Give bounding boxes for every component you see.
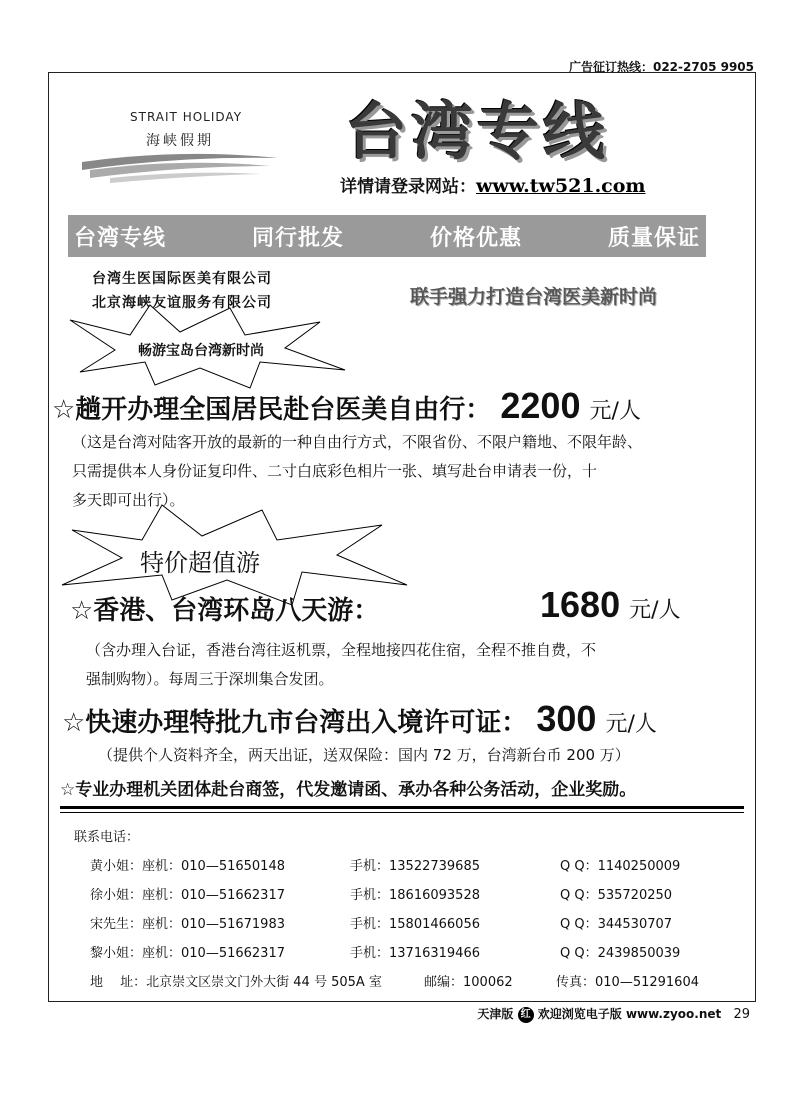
banner-item: 价格优惠 <box>429 225 522 251</box>
contact-qq: Q Q：535720250 <box>560 888 673 903</box>
slogan: 联手强力打造台湾医美新时尚 <box>410 286 658 308</box>
offer-description <box>86 636 596 694</box>
contact-qq: Q Q：1140250009 <box>560 859 681 874</box>
offer-price: 300 <box>536 698 597 739</box>
contact-heading: 联系电话： <box>74 830 140 845</box>
offer-price-group <box>540 584 681 626</box>
contact-qq: Q Q：344530707 <box>560 917 673 932</box>
offer-title-text: ☆快速办理特批九市台湾出入境许可证： <box>62 708 528 738</box>
contact-mobile: 手机：15801466056 <box>350 917 480 932</box>
banner-item: 同行批发 <box>251 225 344 251</box>
desc-line: 多天即可出行）。 <box>72 491 185 509</box>
contact-name: 徐小姐：座机：010—51662317 <box>90 888 285 903</box>
website-prefix: 详情请登录网站： <box>340 177 476 197</box>
banner-item: 台湾专线 <box>74 225 167 251</box>
offer-title: ☆香港、台湾环岛八天游： <box>70 596 380 626</box>
page-footer <box>477 1005 750 1023</box>
ad-hotline: 广告征订热线：022-2705 9905 <box>568 60 754 74</box>
logo-chinese: 海峡假期 <box>146 133 214 149</box>
red-badge-icon: 红 <box>518 1007 534 1023</box>
offer-description: （提供个人资料齐全，两天出证，送双保险：国内 72 万，台湾新台币 200 万） <box>98 746 630 764</box>
contact-mobile: 手机：18616093528 <box>350 888 480 903</box>
divider <box>60 806 744 813</box>
contact-mobile: 手机：13716319466 <box>350 946 480 961</box>
contact-name: 黄小姐：座机：010—51650148 <box>90 859 285 874</box>
burst-text: 特价超值游 <box>140 549 260 577</box>
burst-text: 畅游宝岛台湾新时尚 <box>138 343 264 359</box>
desc-line: 只需提供本人身份证复印件、二寸白底彩色相片一张、填写赴台申请表一份，十 <box>72 462 598 480</box>
footer-text: 欢迎浏览电子版 www.zyoo.net <box>537 1007 722 1021</box>
feature-banner <box>68 215 706 257</box>
contact-postcode: 邮编：100062 <box>424 975 513 990</box>
contact-address: 地 址：北京崇文区崇文门外大街 44 号 505A 室 <box>90 975 382 990</box>
offer-title: ☆专业办理机关团体赴台商签，代发邀请函、承办各种公务活动，企业奖励。 <box>60 780 637 800</box>
desc-line: （这是台湾对陆客开放的最新的一种自由行方式，不限省份、不限户籍地、不限年龄、 <box>72 433 643 451</box>
website-line <box>340 172 646 197</box>
company-name: 北京海峡友谊服务有限公司 <box>92 295 272 311</box>
company-name: 台湾生医国际医美有限公司 <box>92 271 272 287</box>
desc-line: 强制购物）。每周三于深圳集合发团。 <box>86 670 334 688</box>
desc-line: （含办理入台证，香港台湾往返机票，全程地接四花住宿，全程不推自费，不 <box>86 641 597 659</box>
page-number: 29 <box>733 1007 750 1022</box>
contact-qq: Q Q：2439850039 <box>560 946 681 961</box>
offer-price: 1680 <box>540 584 621 625</box>
contact-fax: 传真：010—51291604 <box>556 975 699 990</box>
contact-name: 黎小姐：座机：010—51662317 <box>90 946 285 961</box>
website-link[interactable]: www.tw521.com <box>476 175 646 197</box>
price-unit: 元/人 <box>589 399 641 424</box>
price-unit: 元/人 <box>629 598 681 623</box>
logo-english: STRAIT HOLIDAY <box>130 110 243 124</box>
footer-edition: 天津版 <box>477 1007 514 1021</box>
offer-title-text: ☆趟开办理全国居民赴台医美自由行： <box>52 395 492 425</box>
banner-item: 质量保证 <box>607 225 700 251</box>
contact-mobile: 手机：13522739685 <box>350 859 480 874</box>
offer-title <box>52 385 641 427</box>
page-title: 台湾专线 <box>345 95 610 168</box>
contact-name: 宋先生：座机：010—51671983 <box>90 917 285 932</box>
offer-price: 2200 <box>500 385 581 426</box>
offer-title <box>62 698 657 740</box>
price-unit: 元/人 <box>605 712 657 737</box>
logo-wave-icon <box>80 148 280 184</box>
